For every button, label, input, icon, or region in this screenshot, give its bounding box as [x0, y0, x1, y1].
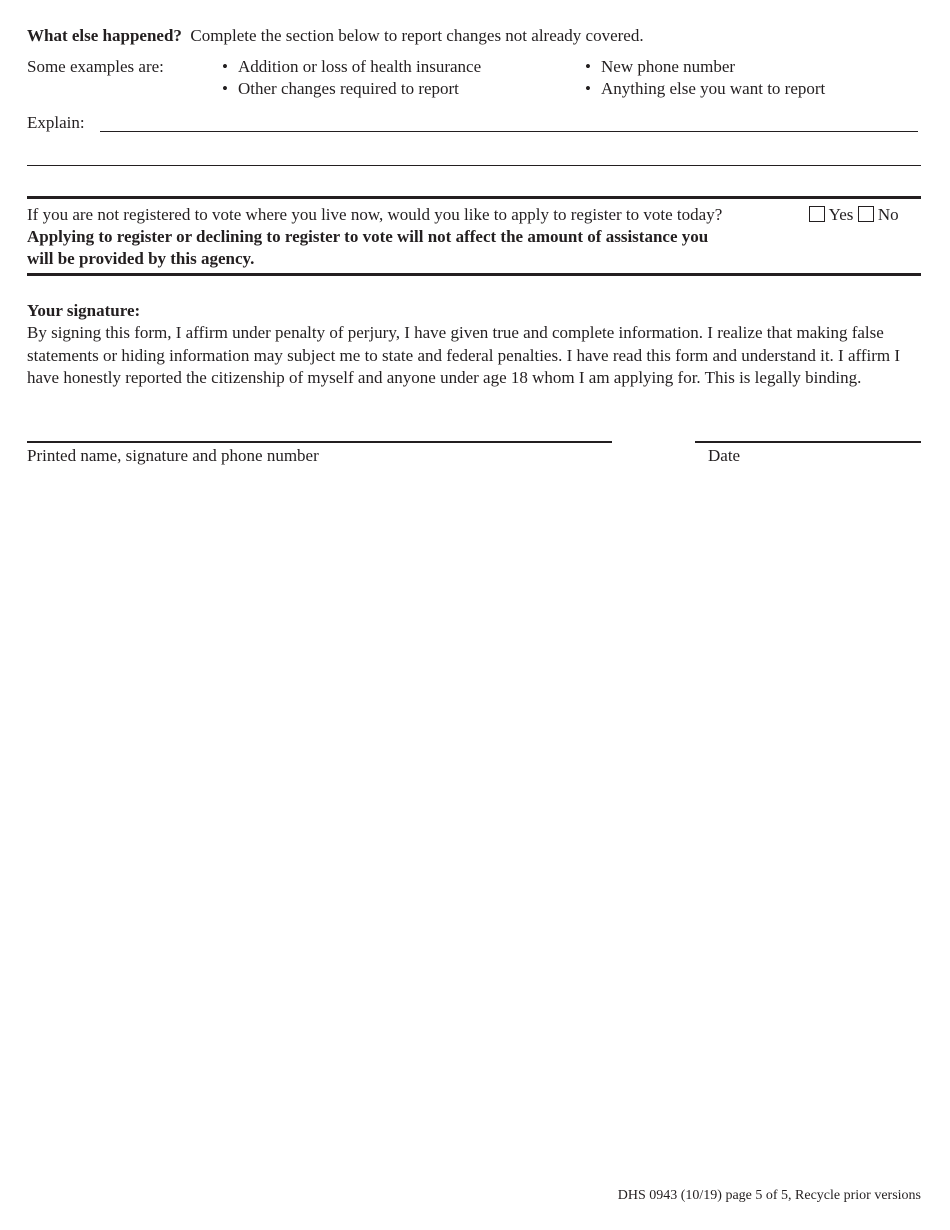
signature-heading: Your signature: — [27, 301, 141, 320]
example-item: • New phone number — [585, 57, 736, 76]
yes-label: Yes — [828, 205, 854, 224]
section-instruction: Complete the section below to report changes not already covered. — [190, 26, 644, 45]
section-heading: What else happened? — [27, 26, 182, 45]
explain-label: Explain: — [27, 113, 85, 132]
voter-notice-line2: will be provided by this agency. — [27, 249, 255, 268]
voter-options — [809, 205, 899, 225]
section-header — [27, 26, 644, 46]
no-checkbox[interactable] — [858, 206, 874, 222]
footer-text: DHS 0943 (10/19) page 5 of 5, Recycle prior versions — [617, 1188, 921, 1203]
voter-question: If you are not registered to vote where you live now, would you like to apply to register to vote today? — [27, 205, 723, 224]
voter-notice-line1: Applying to register or declining to register to vote will not affect the amount of assistance you — [27, 227, 709, 246]
signature-line[interactable] — [27, 441, 612, 443]
signature-name-label: Printed name, signature and phone number — [27, 446, 319, 465]
example-item: • Addition or loss of health insurance — [222, 57, 482, 76]
example-item: • Other changes required to report — [222, 79, 459, 98]
voter-bottom-border — [27, 273, 921, 276]
yes-checkbox[interactable] — [809, 206, 825, 222]
date-label: Date — [708, 446, 741, 465]
no-label: No — [877, 205, 899, 224]
explain-line-2[interactable] — [27, 165, 921, 166]
example-item: • Anything else you want to report — [585, 79, 826, 98]
explain-line-1[interactable] — [100, 131, 918, 132]
signature-affirmation: By signing this form, I affirm under penalty of perjury, I have given true and complete information. I realize that making false statements or hiding information may subject me to state and federal penalties. I have read this form and understand it. I affirm I have honestly reported the citizenship of myself and anyone under age 18 whom I am applying for. This is legally binding. — [27, 323, 901, 387]
examples-label: Some examples are: — [27, 57, 164, 76]
date-line[interactable] — [695, 441, 921, 443]
voter-top-border — [27, 196, 921, 199]
